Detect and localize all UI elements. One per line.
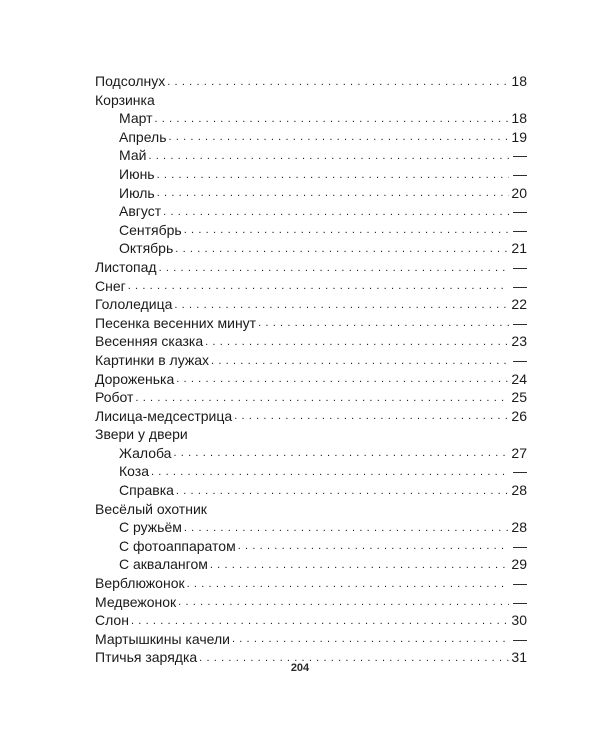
toc-entry: [95, 611, 527, 630]
toc-entry: [95, 425, 527, 444]
toc-entry-page: 18: [511, 110, 527, 127]
toc-entry-page: 18: [511, 73, 527, 89]
toc-entry-title: Листопад: [95, 258, 157, 275]
toc-entry-page: —: [513, 314, 527, 331]
toc-entry-title: Подсолнух: [95, 73, 166, 89]
toc-entry-page: 21: [511, 240, 527, 257]
dot-leader: [210, 555, 509, 574]
dot-leader: [155, 109, 510, 128]
toc-entry-page: 30: [511, 612, 527, 629]
toc-entry-page: 20: [511, 184, 527, 201]
toc-subentry: [95, 444, 527, 463]
toc-entry-title: Картинки в лужах: [95, 351, 210, 368]
toc-entry: [95, 388, 527, 407]
toc-entry: [95, 91, 527, 110]
dot-leader: [187, 574, 509, 593]
toc-entry-page: —: [513, 258, 527, 275]
toc-entry: [95, 295, 527, 314]
dot-leader: [178, 593, 509, 612]
dot-leader: [184, 518, 509, 537]
dot-leader: [232, 630, 509, 649]
toc-entry-title: Лисица-медсестрица: [95, 407, 233, 424]
dot-leader: [148, 146, 509, 165]
toc-entry-title: Справка: [119, 482, 174, 499]
toc-entry-title: Коза: [119, 463, 149, 480]
toc-entry-title: Корзинка: [95, 91, 155, 108]
toc-entry-title: Верблюжонок: [95, 575, 185, 592]
toc-entry-page: 28: [511, 519, 527, 536]
dot-leader: [258, 314, 509, 333]
toc-entry-title: Март: [119, 110, 153, 127]
toc-entry: [95, 630, 527, 649]
toc-entry-title: Слон: [95, 612, 129, 629]
dot-leader: [157, 184, 509, 203]
toc-entry: [95, 574, 527, 593]
toc-entry-page: —: [513, 463, 527, 480]
toc-subentry: [95, 109, 527, 128]
dot-leader: [184, 221, 509, 240]
dot-leader: [211, 351, 509, 370]
toc-entry-title: С аквалангом: [119, 556, 208, 573]
toc-entry: [95, 593, 527, 612]
dot-leader: [159, 258, 509, 277]
dot-leader: [234, 407, 509, 426]
toc-entry-page: 19: [511, 128, 527, 145]
dot-leader: [169, 128, 510, 147]
dot-leader: [151, 462, 509, 481]
toc-entry: [95, 258, 527, 277]
dot-leader: [128, 277, 509, 296]
toc-entry: [95, 332, 527, 351]
toc-entry-title: Июнь: [119, 165, 155, 182]
dot-leader: [157, 165, 509, 184]
toc-entry-page: 24: [511, 370, 527, 387]
dot-leader: [173, 444, 509, 463]
toc-entry: [95, 370, 527, 389]
toc-entry-page: 22: [511, 296, 527, 313]
toc-entry-title: Гололедица: [95, 296, 173, 313]
toc-entry: [95, 500, 527, 519]
toc-entry: [95, 277, 527, 296]
toc-entry-page: —: [513, 221, 527, 238]
toc-entry-title: Медвежонок: [95, 593, 177, 610]
toc-entry-page: —: [513, 537, 527, 554]
page-number: 204: [290, 662, 310, 674]
toc-entry-page: 29: [511, 556, 527, 573]
toc-entry-title: Октябрь: [119, 240, 174, 257]
toc-entry-page: —: [513, 203, 527, 220]
toc-subentry: [95, 537, 527, 556]
toc-entry-page: 26: [511, 407, 527, 424]
toc-subentry: [95, 128, 527, 147]
toc-entry-title: Апрель: [119, 128, 167, 145]
toc-entry-page: 25: [511, 389, 527, 406]
toc-entry-page: —: [513, 147, 527, 164]
dot-leader: [174, 295, 509, 314]
toc-entry-page: —: [513, 575, 527, 592]
dot-leader: [131, 611, 509, 630]
toc-entry-page: 23: [511, 333, 527, 350]
toc-entry-title: Мартышкины качели: [95, 630, 230, 647]
toc-entry-title: Июль: [119, 184, 155, 201]
toc-subentry: [95, 184, 527, 203]
toc-entry: [95, 72, 527, 91]
toc-subentry: [95, 481, 527, 500]
toc-entry-page: —: [513, 165, 527, 182]
toc-subentry: [95, 518, 527, 537]
toc-entry-title: Жалоба: [119, 444, 172, 461]
toc-entry: [95, 351, 527, 370]
toc-entry-title: Робот: [95, 389, 134, 406]
dot-leader: [176, 481, 509, 500]
toc-subentry: [95, 202, 527, 221]
dot-leader: [238, 537, 509, 556]
toc-entry-page: —: [513, 351, 527, 368]
toc-entry-title: Август: [119, 203, 162, 220]
toc-entry-title: Весёлый охотник: [95, 500, 207, 517]
dot-leader: [176, 370, 509, 389]
toc-entry-page: 28: [511, 482, 527, 499]
toc-entry-title: Песенка весенних минут: [95, 314, 257, 331]
toc-entry-title: Дороженька: [95, 370, 175, 387]
toc-entry-title: Птичья зарядка: [95, 649, 198, 666]
toc-subentry: [95, 462, 527, 481]
toc-subentry: [95, 221, 527, 240]
toc-entry-title: Снег: [95, 277, 126, 294]
dot-leader: [167, 72, 509, 91]
dot-leader: [205, 332, 509, 351]
toc-entry-page: 27: [511, 444, 527, 461]
toc-entry-title: Май: [119, 147, 147, 164]
toc-subentry: [95, 146, 527, 165]
toc-entry-page: —: [513, 277, 527, 294]
toc-entry-page: —: [513, 630, 527, 647]
toc-entry-title: С ружьём: [119, 519, 182, 536]
toc-entry-title: Весенняя сказка: [95, 333, 204, 350]
toc-entry-page: 31: [511, 649, 527, 666]
toc-entry: [95, 314, 527, 333]
toc-entry-title: Звери у двери: [95, 426, 188, 443]
toc-entry: [95, 407, 527, 426]
dot-leader: [135, 388, 509, 407]
toc-entry-title: Сентябрь: [119, 221, 182, 238]
toc-entry-title: С фотоаппаратом: [119, 537, 236, 554]
table-of-contents: [95, 72, 527, 667]
dot-leader: [175, 239, 509, 258]
toc-subentry: [95, 239, 527, 258]
dot-leader: [163, 202, 509, 221]
toc-subentry: [95, 165, 527, 184]
toc-entry-page: —: [513, 593, 527, 610]
toc-subentry: [95, 555, 527, 574]
